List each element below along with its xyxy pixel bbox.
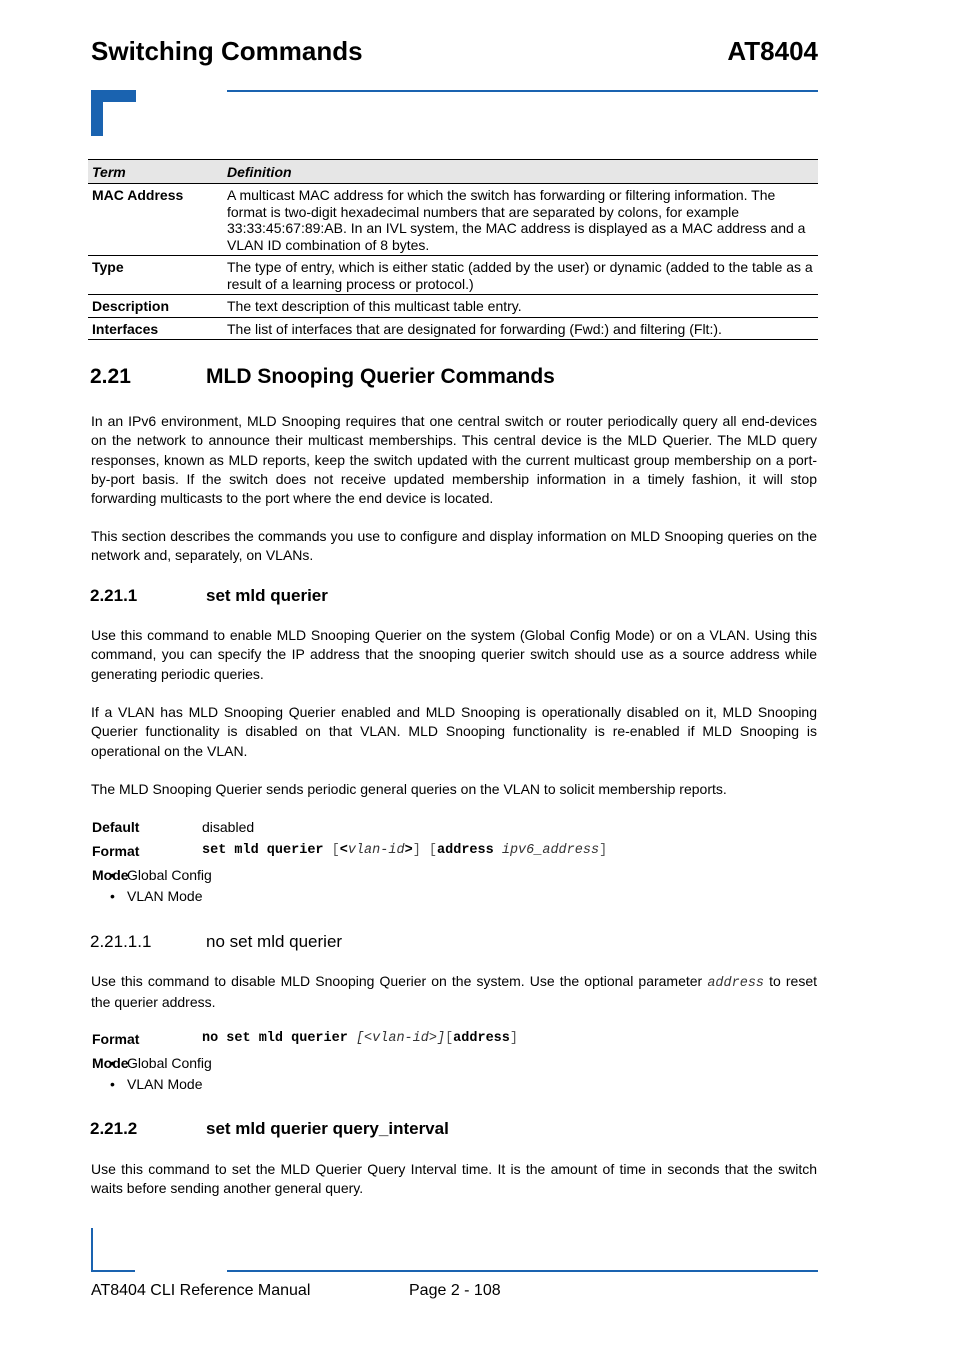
subsection-heading bbox=[90, 586, 328, 606]
format-label: Format bbox=[92, 843, 140, 859]
footer-mark-horizontal bbox=[91, 1270, 135, 1272]
section-number: 2.21 bbox=[90, 365, 131, 388]
parameter: vlan-id bbox=[347, 843, 405, 858]
term-cell: Description bbox=[88, 295, 223, 318]
mode-label: Mode bbox=[92, 867, 129, 883]
footer-manual-title: AT8404 CLI Reference Manual bbox=[91, 1282, 311, 1299]
subsection-title: set mld querier bbox=[206, 586, 328, 605]
format-label: Format bbox=[92, 1031, 140, 1047]
table-row bbox=[88, 295, 818, 318]
format-syntax bbox=[202, 843, 607, 858]
bracket: ] bbox=[412, 843, 421, 858]
bracket: [ bbox=[445, 1031, 454, 1046]
product-name: AT8404 bbox=[727, 36, 818, 66]
command-keyword: no set mld querier bbox=[202, 1031, 348, 1046]
default-value: disabled bbox=[202, 819, 255, 835]
command-keyword: set mld querier bbox=[202, 843, 324, 858]
section-title: MLD Snooping Querier Commands bbox=[206, 365, 555, 388]
list-item: • Global Config bbox=[110, 1055, 212, 1071]
paragraph: Use this command to set the MLD Querier Query Interval time. It is the amount of time in seconds that the switch waits before sending another general query. bbox=[91, 1161, 817, 1197]
subsubsection-number: 2.21.1.1 bbox=[90, 932, 152, 951]
header-rule bbox=[227, 90, 818, 92]
footer-rule bbox=[227, 1270, 818, 1272]
parameter: ipv6_address bbox=[501, 843, 600, 858]
default-label: Default bbox=[92, 819, 140, 835]
term-definition-table bbox=[88, 159, 818, 340]
subsection-title: set mld querier query_interval bbox=[206, 1119, 449, 1138]
subsubsection-title: no set mld querier bbox=[206, 932, 343, 951]
format-syntax bbox=[202, 1031, 518, 1046]
list-item: • VLAN Mode bbox=[110, 888, 202, 904]
inline-code: address bbox=[707, 976, 765, 991]
footer-mark-vertical bbox=[91, 1228, 93, 1272]
section-intro-paragraph: In an IPv6 environment, MLD Snooping requires that one central switch or router periodically query all end-devices on the network to announce their multicast memberships. This central device is the MLD Querier. The MLD query responses, known as MLD reports, keep the switch updated with the current multicast group membership on a port-by-port basis. If the switch does not receive updated membership information in a timely fashion, it will stop forwarding multicasts to the port where the end device is located. bbox=[91, 413, 817, 507]
bracket: ] bbox=[509, 1031, 518, 1046]
subsection-number: 2.21.2 bbox=[90, 1119, 138, 1138]
section-heading bbox=[90, 365, 555, 389]
table-row bbox=[88, 317, 818, 340]
column-header-definition: Definition bbox=[223, 160, 818, 184]
bracket: [ bbox=[428, 843, 438, 858]
angle-bracket: < bbox=[339, 843, 348, 858]
paragraph bbox=[91, 972, 817, 1013]
parameter: [<vlan-id>] bbox=[355, 1031, 446, 1046]
bracket: ] bbox=[599, 843, 608, 858]
paragraph: Use this command to enable MLD Snooping Querier on the system (Global Config Mode) or on a VLAN. Using this command, you can specify the IP address that the snooping querier switch should use as a source address while generating periodic queries. bbox=[91, 627, 817, 682]
subsection-number: 2.21.1 bbox=[90, 586, 138, 605]
table-row bbox=[88, 256, 818, 295]
subsubsection-heading bbox=[90, 932, 342, 952]
term-cell: Interfaces bbox=[88, 317, 223, 340]
section-scope-paragraph: This section describes the commands you use to configure and display information on MLD Snooping queries on the network and, separately, on VLANs. bbox=[91, 528, 817, 564]
column-header-term: Term bbox=[88, 160, 223, 184]
list-item: • VLAN Mode bbox=[110, 1076, 202, 1092]
mode-label: Mode bbox=[92, 1055, 129, 1071]
term-cell: MAC Address bbox=[88, 184, 223, 256]
definition-cell: The list of interfaces that are designated for forwarding (Fwd:) and filtering (Flt:). bbox=[223, 317, 818, 340]
table-row bbox=[88, 184, 818, 256]
footer-page-number: Page 2 - 108 bbox=[409, 1282, 501, 1299]
paragraph: If a VLAN has MLD Snooping Querier enabled and MLD Snooping is operationally disabled on it, MLD Snooping Querier functionality is disabled on that VLAN. MLD Snooping functionality is re-enabled if MLD Snooping is operational on the VLAN. bbox=[91, 704, 817, 759]
subsection-heading bbox=[90, 1119, 449, 1139]
definition-cell: A multicast MAC address for which the switch has forwarding or filtering information. The format is two-digit hexadecimal numbers that are separated by colons, for example 33:33:45:67:89:AB. In an IVL system, the MAC address is displayed as a MAC address and a VLAN ID combination of 8 bytes. bbox=[223, 184, 818, 256]
paragraph-text: to reset the querier address. bbox=[91, 973, 818, 1011]
paragraph-text: Use this command to disable MLD Snooping Querier on the system. Use the optional parameter bbox=[91, 973, 703, 989]
keyword: address bbox=[437, 843, 494, 858]
definition-cell: The text description of this multicast table entry. bbox=[223, 295, 818, 318]
definition-cell: The type of entry, which is either static (added by the user) or dynamic (added to the table as a result of a learning process or protocol.) bbox=[223, 256, 818, 295]
bracket: [ bbox=[331, 843, 340, 858]
corner-mark-horizontal bbox=[91, 90, 136, 102]
chapter-title: Switching Commands bbox=[91, 36, 363, 66]
keyword: address bbox=[453, 1031, 510, 1046]
table-header-row bbox=[88, 160, 818, 184]
paragraph: The MLD Snooping Querier sends periodic general queries on the VLAN to solicit membership reports. bbox=[91, 781, 727, 797]
term-cell: Type bbox=[88, 256, 223, 295]
angle-bracket: > bbox=[404, 843, 413, 858]
list-item: • Global Config bbox=[110, 867, 212, 883]
